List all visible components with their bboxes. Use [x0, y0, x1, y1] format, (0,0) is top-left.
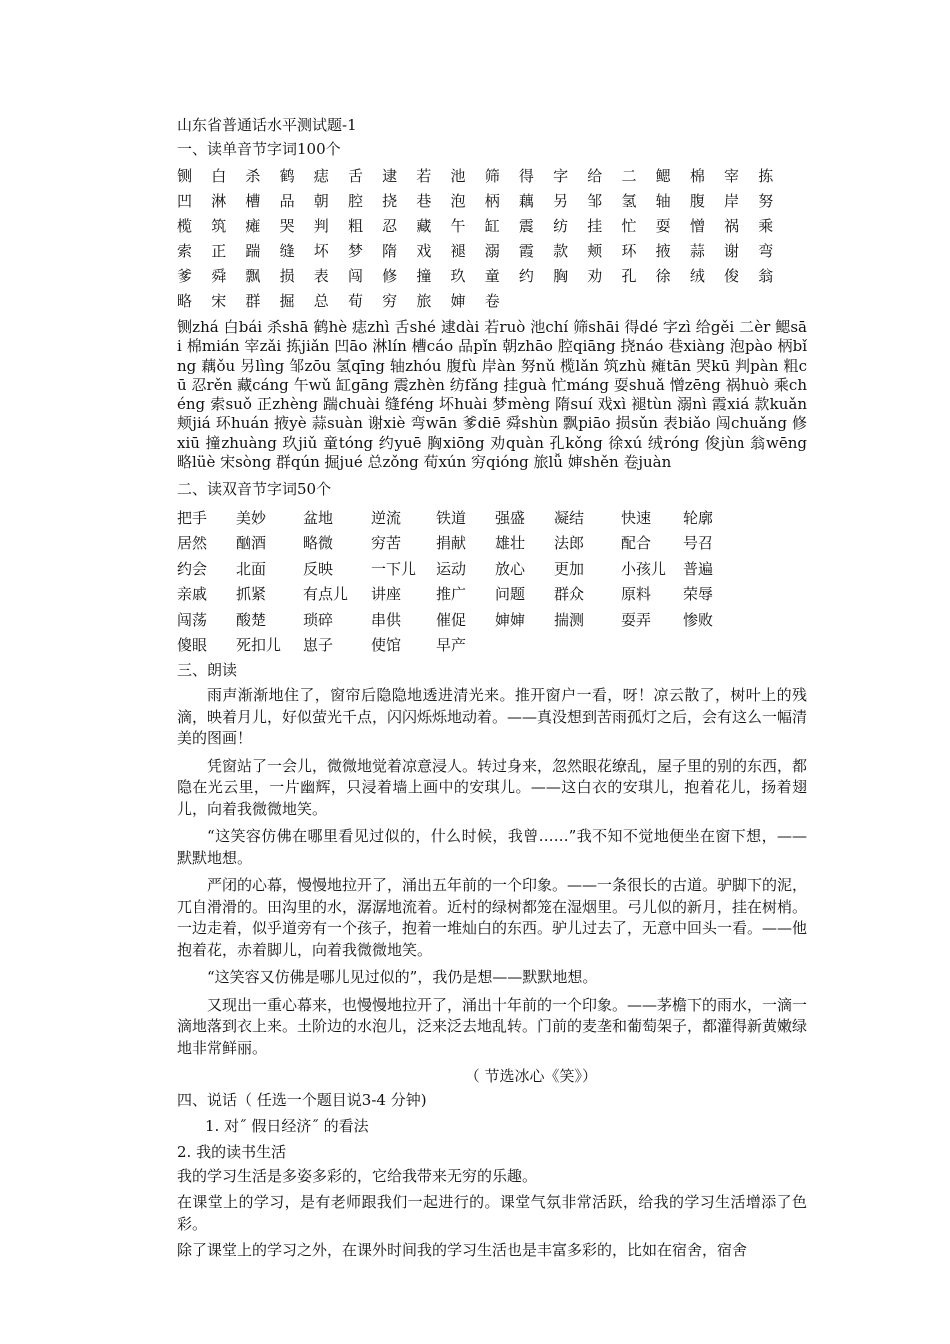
- char-cell: 略: [177, 292, 193, 310]
- document-title: 山东省普通话水平测试题-1: [177, 116, 357, 134]
- char-cell: 筑: [211, 217, 227, 235]
- char-cell: 戏: [416, 242, 432, 260]
- char-cell: 白: [211, 167, 227, 185]
- char-cell: 判: [313, 217, 329, 235]
- char-cell: 穷: [382, 292, 398, 310]
- char-cell: 掖: [655, 242, 671, 260]
- char-cell: 憎: [689, 217, 705, 235]
- char-cell: 品: [279, 192, 295, 210]
- word-cell: 法郎: [554, 534, 585, 553]
- word-cell: 雄壮: [495, 534, 526, 553]
- word-cell: 一下儿: [371, 559, 417, 578]
- word-cell: 北面: [236, 559, 267, 578]
- pinyin-block: 铡zhá 白bái 杀shā 鹤hè 痣zhì 舌shé 逮dài 若ruò 池chí 筛shāi 得dé 字zì 给gěi 二èr 鳃sāi 棉mián 宰zǎi 拣jiǎn 凹āo 淋lín 槽cáo 品pǐn 朝zhāo 腔qiāng 挠náo 巷xiàng 泡pào 柄bǐng 藕ǒu 另lìng 邹zōu 氢qīng 轴zhóu 腹fù 岸àn 努nǔ 榄lǎn 筑zhù 瘫tān 哭kū 判pàn 粗cū 忍rěn 藏cáng 午wǔ 缸gāng 震zhèn 纺fǎng 挂guà 忙máng 耍shuǎ 憎zēng 祸huò 乘chéng 索suǒ 正zhèng 踹chuài 缝féng 坏huài 梦mèng 隋suí 戏xì 褪tùn 溺nì 霞xiá 款kuǎn 颊jiá 环huán 掖yè 蒜suàn 谢xiè 弯wān 爹diē 舜shùn 飘piāo 损sǔn 表biǎo 闯chuǎng 修xiū 撞zhuàng 玖jiǔ 童tóng 约yuē 胸xiōng 劝quàn 孔kǒng 徐xú 绒róng 俊jùn 翁wēng 略lüè 宋sòng 群qún 掘jué 总zǒng 荀xún 穷qióng 旅lǚ 婶shěn 卷juàn: [177, 318, 807, 472]
- word-cell: 约会: [177, 559, 208, 578]
- char-cell: 淋: [211, 192, 227, 210]
- char-cell: 耍: [655, 217, 671, 235]
- char-cell: 鳃: [655, 167, 671, 185]
- char-cell: 孔: [621, 267, 637, 285]
- word-cell: 铁道: [436, 508, 467, 527]
- speech-line: 在课堂上的学习，是有老师跟我们一起进行的。课堂气氛非常活跃，给我的学习生活增添了色彩。: [177, 1193, 807, 1234]
- char-cell: 绒: [689, 267, 705, 285]
- char-cell: 忍: [382, 217, 398, 235]
- double-syllable-grid: [177, 504, 807, 657]
- speech-line: 我的学习生活是多姿多彩的，它给我带来无穷的乐趣。: [177, 1167, 538, 1186]
- word-row: [177, 606, 807, 632]
- char-cell: 字: [553, 167, 569, 185]
- char-cell: 二: [621, 167, 637, 185]
- word-cell: 运动: [436, 559, 467, 578]
- word-cell: 惨败: [683, 610, 714, 629]
- char-cell: 童: [484, 267, 500, 285]
- char-cell: 乘: [758, 217, 774, 235]
- char-cell: 飘: [245, 267, 261, 285]
- word-row: [177, 581, 807, 607]
- char-cell: 闯: [347, 267, 363, 285]
- char-cell: 蒜: [689, 242, 705, 260]
- char-row: [177, 288, 807, 313]
- word-cell: 抓紧: [236, 585, 267, 604]
- word-cell: 略微: [303, 534, 334, 553]
- char-cell: 环: [621, 242, 637, 260]
- char-cell: 翁: [758, 267, 774, 285]
- word-cell: 推广: [436, 585, 467, 604]
- char-cell: 邹: [587, 192, 603, 210]
- word-cell: 婶婶: [495, 610, 526, 629]
- reading-paragraph: 又现出一重心幕来，也慢慢地拉开了，涌出十年前的一个印象。——茅檐下的雨水，一滴一滴地落到衣上来。土阶边的水泡儿，泛来泛去地乱转。门前的麦垄和葡萄架子，都灌得新黄嫩绿地非常鲜丽。: [177, 995, 808, 1057]
- char-cell: 纺: [553, 217, 569, 235]
- word-cell: 小孩儿: [621, 559, 667, 578]
- char-cell: 得: [518, 167, 534, 185]
- char-cell: 杀: [245, 167, 261, 185]
- char-cell: 缸: [484, 217, 500, 235]
- word-cell: 逆流: [371, 508, 402, 527]
- reading-paragraph: 严闭的心幕，慢慢地拉开了，涌出五年前的一个印象。——一条很长的古道。驴脚下的泥，兀自滑滑的。田沟里的水，潺潺地流着。近村的绿树都笼在湿烟里。弓儿似的新月，挂在树梢。一边走着，似乎道旁有一个孩子，抱着一堆灿白的东西。驴儿过去了，无意中回头一看。——他抱着花，赤着脚儿，向着我微微地笑。: [177, 876, 808, 959]
- char-cell: 氢: [621, 192, 637, 210]
- word-cell: 讲座: [371, 585, 402, 604]
- char-row: [177, 163, 807, 188]
- word-cell: 死扣儿: [236, 636, 282, 655]
- word-cell: 使馆: [371, 636, 402, 655]
- char-cell: 逮: [382, 167, 398, 185]
- char-cell: 损: [279, 267, 295, 285]
- word-cell: 强盛: [495, 508, 526, 527]
- char-cell: 柄: [484, 192, 500, 210]
- word-cell: 琐碎: [303, 610, 334, 629]
- char-cell: 藏: [416, 217, 432, 235]
- char-cell: 给: [587, 167, 603, 185]
- char-cell: 另: [553, 192, 569, 210]
- word-cell: 穷苦: [371, 534, 402, 553]
- word-cell: 原料: [621, 585, 652, 604]
- word-cell: 凝结: [554, 508, 585, 527]
- char-cell: 索: [177, 242, 193, 260]
- char-row: [177, 213, 807, 238]
- char-row: [177, 263, 807, 288]
- char-cell: 宰: [724, 167, 740, 185]
- word-cell: 号召: [683, 534, 714, 553]
- char-cell: 正: [211, 242, 227, 260]
- char-cell: 凹: [177, 192, 193, 210]
- reading-passage: [177, 685, 807, 1059]
- char-cell: 池: [450, 167, 466, 185]
- char-cell: 忙: [621, 217, 637, 235]
- char-cell: 踹: [245, 242, 261, 260]
- word-cell: 耍弄: [621, 610, 652, 629]
- char-cell: 痣: [313, 167, 329, 185]
- char-cell: 修: [382, 267, 398, 285]
- word-row: [177, 632, 807, 658]
- char-cell: 岸: [724, 192, 740, 210]
- char-cell: 约: [518, 267, 534, 285]
- reading-paragraph: “这笑容仿佛在哪里看见过似的，什么时候，我曾……”我不知不觉地便坐在窗下想，——默默地想。: [177, 827, 807, 867]
- char-cell: 弯: [758, 242, 774, 260]
- char-cell: 掘: [279, 292, 295, 310]
- reading-paragraph: 雨声渐渐地住了，窗帘后隐隐地透进清光来。推开窗户一看，呀！凉云散了，树叶上的残滴，映着月儿，好似萤光千点，闪闪烁烁地动着。——真没想到苦雨孤灯之后，会有这么一幅清美的图画！: [177, 686, 808, 748]
- word-cell: 更加: [554, 559, 585, 578]
- char-cell: 隋: [382, 242, 398, 260]
- passage-source: （ 节选冰心《笑》）: [464, 1067, 597, 1086]
- speaking-topic-1: 1. 对˝ 假日经济˝ 的看法: [205, 1117, 369, 1136]
- char-cell: 群: [245, 292, 261, 310]
- char-cell: 瘫: [245, 217, 261, 235]
- char-cell: 筛: [484, 167, 500, 185]
- word-cell: 问题: [495, 585, 526, 604]
- word-cell: 轮廓: [683, 508, 714, 527]
- char-cell: 款: [553, 242, 569, 260]
- word-cell: 盆地: [303, 508, 334, 527]
- word-cell: 放心: [495, 559, 526, 578]
- word-cell: 崽子: [303, 636, 334, 655]
- word-cell: 捐献: [436, 534, 467, 553]
- word-cell: 把手: [177, 508, 208, 527]
- reading-paragraph: “这笑容又仿佛是哪儿见过似的”，我仍是想——默默地想。: [207, 968, 598, 987]
- char-cell: 朝: [313, 192, 329, 210]
- word-cell: 美妙: [236, 508, 267, 527]
- word-cell: 亲戚: [177, 585, 208, 604]
- word-cell: 居然: [177, 534, 208, 553]
- char-cell: 爹: [177, 267, 193, 285]
- char-cell: 缝: [279, 242, 295, 260]
- single-syllable-grid: [177, 163, 807, 313]
- char-cell: 溺: [484, 242, 500, 260]
- word-cell: 催促: [436, 610, 467, 629]
- char-cell: 藕: [518, 192, 534, 210]
- char-cell: 棉: [689, 167, 705, 185]
- char-cell: 坏: [313, 242, 329, 260]
- word-cell: 酸楚: [236, 610, 267, 629]
- char-cell: 舌: [347, 167, 363, 185]
- char-cell: 祸: [724, 217, 740, 235]
- char-cell: 胸: [553, 267, 569, 285]
- char-cell: 撞: [416, 267, 432, 285]
- char-cell: 槽: [245, 192, 261, 210]
- word-cell: 快速: [621, 508, 652, 527]
- word-cell: 反映: [303, 559, 334, 578]
- char-cell: 旅: [416, 292, 432, 310]
- char-cell: 宋: [211, 292, 227, 310]
- word-cell: 揣测: [554, 610, 585, 629]
- word-row: [177, 530, 807, 556]
- char-cell: 卷: [484, 292, 500, 310]
- char-cell: 腔: [347, 192, 363, 210]
- word-row: [177, 555, 807, 581]
- char-cell: 褪: [450, 242, 466, 260]
- section4-heading: 四、说话（ 任选一个题目说3-4 分钟): [177, 1091, 427, 1110]
- char-cell: 舜: [211, 267, 227, 285]
- word-cell: 配合: [621, 534, 652, 553]
- char-cell: 若: [416, 167, 432, 185]
- char-cell: 玖: [450, 267, 466, 285]
- char-cell: 颊: [587, 242, 603, 260]
- char-cell: 挂: [587, 217, 603, 235]
- section3-heading: 三、朗读: [177, 661, 238, 680]
- char-cell: 劝: [587, 267, 603, 285]
- speaking-topic-2: 2. 我的读书生活: [177, 1143, 287, 1162]
- reading-paragraph: 凭窗站了一会儿，微微地觉着凉意浸人。转过身来，忽然眼花缭乱，屋子里的别的东西，都隐在光云里，一片幽辉，只浸着墙上画中的安琪儿。——这白衣的安琪儿，抱着花儿，扬着翅儿，向着我微微地笑。: [177, 756, 808, 818]
- char-cell: 表: [313, 267, 329, 285]
- char-cell: 努: [758, 192, 774, 210]
- char-cell: 俊: [724, 267, 740, 285]
- char-cell: 午: [450, 217, 466, 235]
- section1-heading: 一、读单音节字词100个: [177, 140, 341, 158]
- section2-heading: 二、读双音节字词50个: [177, 480, 332, 499]
- char-cell: 挠: [382, 192, 398, 210]
- word-cell: 普遍: [683, 559, 714, 578]
- word-cell: 傻眼: [177, 636, 208, 655]
- char-cell: 霞: [518, 242, 534, 260]
- word-cell: 酗酒: [236, 534, 267, 553]
- char-cell: 铡: [177, 167, 193, 185]
- char-cell: 婶: [450, 292, 466, 310]
- word-cell: 群众: [554, 585, 585, 604]
- char-cell: 粗: [347, 217, 363, 235]
- char-cell: 谢: [724, 242, 740, 260]
- char-cell: 徐: [655, 267, 671, 285]
- char-cell: 荀: [347, 292, 363, 310]
- char-cell: 拣: [758, 167, 774, 185]
- char-cell: 总: [313, 292, 329, 310]
- word-cell: 闯荡: [177, 610, 208, 629]
- char-cell: 梦: [347, 242, 363, 260]
- char-cell: 轴: [655, 192, 671, 210]
- word-row: [177, 504, 807, 530]
- char-cell: 震: [518, 217, 534, 235]
- char-cell: 哭: [279, 217, 295, 235]
- word-cell: 荣辱: [683, 585, 714, 604]
- char-cell: 腹: [689, 192, 705, 210]
- document-page: [177, 114, 807, 1265]
- word-cell: 串供: [371, 610, 402, 629]
- speech-line: 除了课堂上的学习之外，在课外时间我的学习生活也是丰富多彩的，比如在宿舍，宿舍: [177, 1241, 748, 1260]
- char-row: [177, 188, 807, 213]
- char-cell: 鹤: [279, 167, 295, 185]
- char-cell: 泡: [450, 192, 466, 210]
- char-row: [177, 238, 807, 263]
- word-cell: 早产: [436, 636, 467, 655]
- char-cell: 榄: [177, 217, 193, 235]
- speech-text: [177, 1165, 807, 1261]
- char-cell: 巷: [416, 192, 432, 210]
- word-cell: 有点儿: [303, 585, 349, 604]
